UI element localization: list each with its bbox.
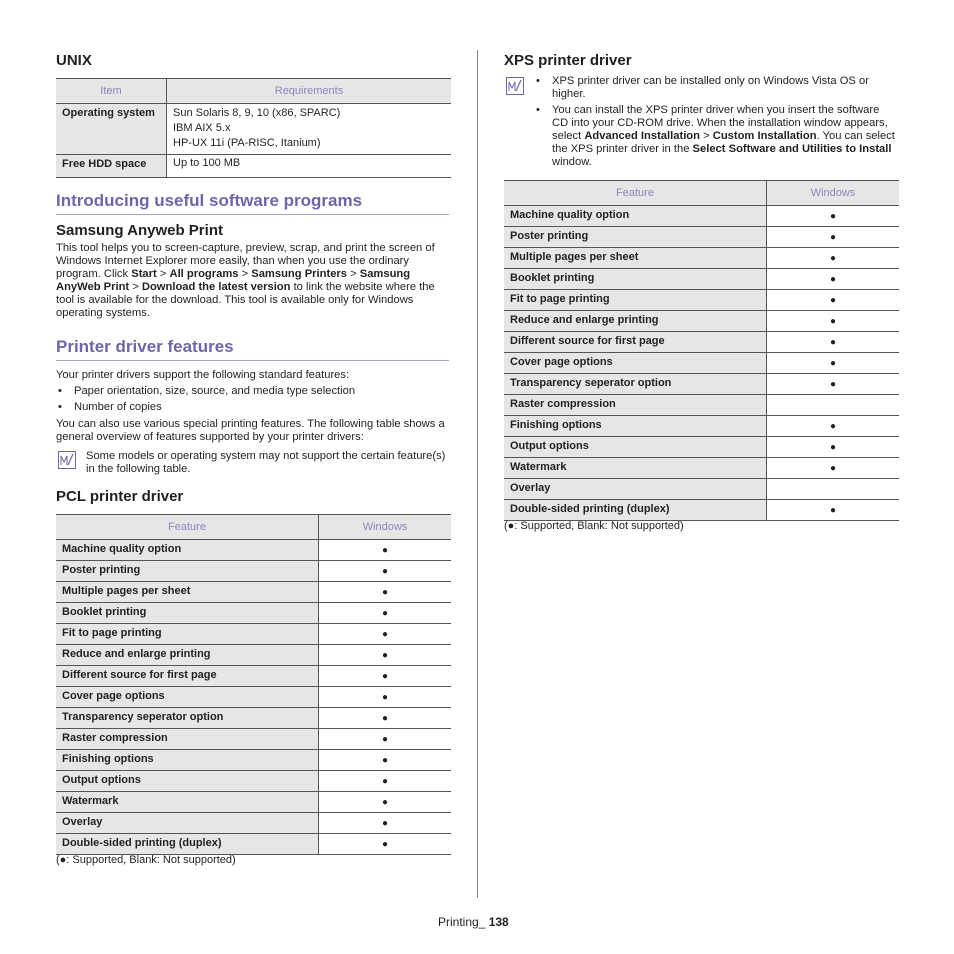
table-row [504,374,899,395]
all-programs-ref: All programs [169,268,239,280]
text-span: You can install the XPS printer driver when you insert the software CD into your CD-ROM drive. When the installation window appears, select [552,104,888,142]
feature-name: Booklet printing [56,603,319,624]
advanced-installation-ref: Advanced Installation [584,130,700,142]
feature-name: Raster compression [56,729,319,750]
table-row [504,269,899,290]
support-mark: ● [767,458,900,479]
feature-name: Fit to page printing [56,624,319,645]
support-mark: ● [319,603,452,624]
table-row [504,311,899,332]
pcl-legend: (●: Supported, Blank: Not supported) [56,854,236,866]
xps-col-windows: Windows [767,181,900,206]
pcl-col-feature: Feature [56,515,319,540]
features-intro: Your printer drivers support the following standard features: [56,369,350,381]
feature-name: Poster printing [56,561,319,582]
support-mark: ● [319,540,452,561]
table-row [56,645,451,666]
support-mark: ● [319,792,452,813]
unix-os-line: HP-UX 11i (PA-RISC, Itanium) [173,137,321,149]
section-heading-driver-features: Printer driver features [56,337,234,356]
unix-heading: UNIX [56,52,92,69]
unix-row-os-value [167,104,452,155]
support-mark: ● [767,311,900,332]
feature-name: Different source for first page [56,666,319,687]
section-heading-useful-software: Introducing useful software programs [56,191,363,210]
unix-row-hdd-value: Up to 100 MB [167,155,452,178]
support-mark: ● [767,206,900,227]
page-footer [438,915,509,929]
text-span: to link the website where the tool is available for the download. This tool is available only for Windows operating systems. [56,281,435,319]
list-item: • Paper orientation, size, source, and media type selection [56,385,449,398]
table-row [56,708,451,729]
heading-rule [56,360,449,361]
unix-table [56,78,451,178]
table-row [504,206,899,227]
text-span: > [238,268,252,280]
text-span: . You can select the XPS printer driver in the [552,130,895,155]
table-row [56,666,451,687]
feature-name: Finishing options [504,416,767,437]
feature-name: Output options [56,771,319,792]
feature-name: Finishing options [56,750,319,771]
footer-label: Printing_ [438,915,489,929]
feature-name: Cover page options [504,353,767,374]
samsung-printers-ref: Samsung Printers [251,268,347,280]
feature-name: Transparency seperator option [504,374,767,395]
support-mark: ● [767,437,900,458]
xps-notes [534,75,898,172]
support-mark: ● [319,834,452,855]
support-mark: ● [767,290,900,311]
list-item [534,104,898,169]
unix-os-line: IBM AIX 5.x [173,122,231,134]
table-row [56,603,451,624]
table-row [504,353,899,374]
support-mark: ● [767,269,900,290]
unix-col-requirements: Requirements [167,79,452,104]
table-row [504,458,899,479]
support-mark: ● [319,666,452,687]
table-row [504,500,899,521]
support-mark: ● [319,687,452,708]
feature-name: Multiple pages per sheet [504,248,767,269]
table-row [56,582,451,603]
xps-col-feature: Feature [504,181,767,206]
table-row [504,437,899,458]
table-row [56,813,451,834]
feature-name: Watermark [504,458,767,479]
table-row [56,834,451,855]
table-row [56,104,451,155]
feature-name: Raster compression [504,395,767,416]
pcl-table [56,514,451,855]
text-span: > [347,268,360,280]
support-mark: ● [767,332,900,353]
support-mark: ● [767,416,900,437]
anyweb-heading: Samsung Anyweb Print [56,222,223,239]
features-paragraph: You can also use various special printing features. The following table shows a general overview of features supported by your printer drivers: [56,418,445,443]
unix-col-item: Item [56,79,167,104]
feature-name: Booklet printing [504,269,767,290]
heading-rule [56,214,449,215]
feature-name: Overlay [56,813,319,834]
note-icon [58,451,76,469]
custom-installation-ref: Custom Installation [712,130,817,142]
feature-name: Multiple pages per sheet [56,582,319,603]
table-row [56,792,451,813]
feature-name: Output options [504,437,767,458]
support-mark: ● [319,582,452,603]
xps-legend: (●: Supported, Blank: Not supported) [504,520,684,532]
support-mark: ● [767,227,900,248]
text-span: This tool helps you to screen-capture, preview, scrap, and print the screen of Windows Internet Explorer more easily, than when you use the ordinary program. Click [56,242,435,280]
table-row [504,227,899,248]
support-mark: ● [319,561,452,582]
start-menu-ref: Start [131,268,157,280]
text-span: > [699,130,713,142]
support-mark [767,479,900,500]
feature-name: Machine quality option [504,206,767,227]
support-mark: ● [767,353,900,374]
table-row [504,416,899,437]
table-row [504,395,899,416]
table-row [504,479,899,500]
xps-table [504,180,899,521]
text-span: > [156,268,170,280]
feature-name: Double-sided printing (duplex) [504,500,767,521]
feature-name: Cover page options [56,687,319,708]
table-row [56,729,451,750]
table-row [504,290,899,311]
feature-name: Overlay [504,479,767,500]
pcl-col-windows: Windows [319,515,452,540]
note-icon [506,77,524,95]
table-row [56,687,451,708]
table-row [56,750,451,771]
features-note: Some models or operating system may not support the certain feature(s) in the following table. [86,450,446,475]
page-number: 138 [488,915,509,929]
features-list [56,385,449,417]
feature-name: Double-sided printing (duplex) [56,834,319,855]
column-divider [477,50,478,898]
feature-name: Fit to page printing [504,290,767,311]
support-mark [767,395,900,416]
table-row [504,248,899,269]
support-mark: ● [319,624,452,645]
support-mark: ● [319,645,452,666]
feature-name: Watermark [56,792,319,813]
anyweb-print-ref: Samsung AnyWeb Print [56,268,411,293]
feature-name: Machine quality option [56,540,319,561]
text-span: window. [552,156,592,168]
feature-name: Reduce and enlarge printing [504,311,767,332]
support-mark: ● [319,750,452,771]
download-latest-ref: Download the latest version [141,281,291,293]
support-mark: ● [767,374,900,395]
table-row [56,771,451,792]
select-software-ref: Select Software and Utilities to Install [692,143,892,155]
feature-name: Reduce and enlarge printing [56,645,319,666]
support-mark: ● [319,729,452,750]
table-row [56,155,451,178]
table-row [56,561,451,582]
support-mark: ● [319,813,452,834]
table-row [56,624,451,645]
feature-name: Transparency seperator option [56,708,319,729]
text-span: > [129,281,142,293]
support-mark: ● [319,708,452,729]
support-mark: ● [319,771,452,792]
table-row [56,540,451,561]
anyweb-description [56,242,449,320]
pcl-heading: PCL printer driver [56,488,184,505]
feature-name: Different source for first page [504,332,767,353]
unix-row-hdd-label: Free HDD space [56,155,167,178]
table-row [504,332,899,353]
unix-os-line: Sun Solaris 8, 9, 10 (x86, SPARC) [173,107,341,119]
unix-row-os-label: Operating system [56,104,167,155]
list-item: • XPS printer driver can be installed only on Windows Vista OS or higher. [534,75,898,101]
feature-name: Poster printing [504,227,767,248]
list-item: • Number of copies [56,401,449,414]
support-mark: ● [767,248,900,269]
support-mark: ● [767,500,900,521]
xps-heading: XPS printer driver [504,52,632,69]
